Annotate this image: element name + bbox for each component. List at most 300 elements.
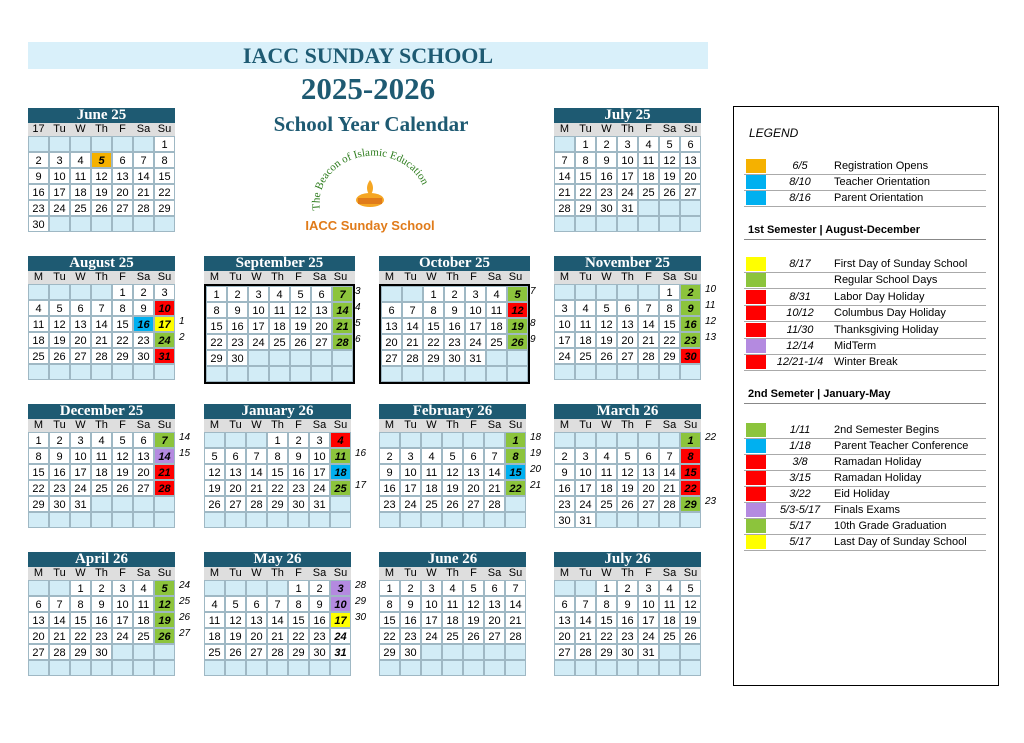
day-cell: 10 xyxy=(309,448,330,464)
weekday-label: W xyxy=(426,271,437,283)
day-cell: 27 xyxy=(112,200,133,216)
weekday-label: Sa xyxy=(662,567,677,579)
legend-event: Columbus Day Holiday xyxy=(834,307,946,320)
day-cell xyxy=(91,512,112,528)
day-cell: 15 xyxy=(267,464,288,480)
day-cell: 8 xyxy=(288,596,309,612)
month-title: September 25 xyxy=(204,256,355,271)
day-cell xyxy=(554,432,575,448)
day-cell xyxy=(596,432,617,448)
day-cell: 25 xyxy=(486,334,507,350)
day-cell: 5 xyxy=(617,448,638,464)
day-cell: 22 xyxy=(575,184,596,200)
weekday-label: F xyxy=(645,567,652,579)
day-cell xyxy=(638,660,659,676)
legend-row xyxy=(744,454,986,471)
weekday-label: Sa xyxy=(487,271,502,283)
day-cell: 20 xyxy=(484,612,505,628)
month-june-26 xyxy=(379,552,526,676)
day-cell: 21 xyxy=(267,628,288,644)
day-cell xyxy=(505,644,526,660)
month-title: March 26 xyxy=(554,404,701,419)
legend-section-title: 2nd Semeter | January-May xyxy=(748,388,891,400)
day-cell: 14 xyxy=(154,448,175,464)
weekday-label: Tu xyxy=(404,271,417,283)
day-cell: 12 xyxy=(112,448,133,464)
weekday-label: Tu xyxy=(229,271,242,283)
day-cell: 6 xyxy=(28,596,49,612)
legend-swatch xyxy=(746,471,766,485)
day-cell xyxy=(311,366,332,382)
day-cell xyxy=(28,364,49,380)
day-cell xyxy=(680,200,701,216)
day-cell: 18 xyxy=(638,168,659,184)
day-cell xyxy=(154,644,175,660)
day-cell: 23 xyxy=(227,334,248,350)
day-cell xyxy=(91,216,112,232)
day-cell xyxy=(28,580,49,596)
day-cell: 12 xyxy=(225,612,246,628)
day-cell: 4 xyxy=(269,286,290,302)
day-cell: 8 xyxy=(680,448,701,464)
day-cell xyxy=(484,644,505,660)
day-cell xyxy=(133,496,154,512)
day-cell: 30 xyxy=(49,496,70,512)
week-number: 2 xyxy=(179,332,185,343)
legend-swatch xyxy=(746,257,766,271)
day-cell: 28 xyxy=(484,496,505,512)
day-cell: 2 xyxy=(49,432,70,448)
week-number: 7 xyxy=(530,286,536,297)
day-cell xyxy=(638,364,659,380)
legend-date: 8/10 xyxy=(789,176,811,188)
day-cell: 20 xyxy=(70,332,91,348)
weekday-label: M xyxy=(559,123,570,135)
legend-row xyxy=(744,190,986,207)
day-cell: 14 xyxy=(505,596,526,612)
legend-date: 5/17 xyxy=(789,536,811,548)
day-cell xyxy=(206,366,227,382)
day-cell: 3 xyxy=(70,432,91,448)
school-logo xyxy=(290,148,450,238)
day-cell xyxy=(332,366,353,382)
day-cell: 14 xyxy=(133,168,154,184)
day-cell: 3 xyxy=(465,286,486,302)
day-cell: 24 xyxy=(575,496,596,512)
day-cell xyxy=(49,136,70,152)
day-cell: 6 xyxy=(70,300,91,316)
day-cell: 22 xyxy=(505,480,526,496)
day-cell: 13 xyxy=(381,318,402,334)
day-cell: 4 xyxy=(442,580,463,596)
day-cell: 19 xyxy=(617,480,638,496)
day-cell xyxy=(554,660,575,676)
day-cell: 3 xyxy=(112,580,133,596)
day-cell: 13 xyxy=(680,152,701,168)
day-cell: 3 xyxy=(309,432,330,448)
day-cell: 14 xyxy=(554,168,575,184)
day-cell xyxy=(290,366,311,382)
day-cell xyxy=(575,432,596,448)
day-cell: 20 xyxy=(554,628,575,644)
week-number: 15 xyxy=(179,448,191,459)
day-cell: 7 xyxy=(133,152,154,168)
day-cell: 27 xyxy=(311,334,332,350)
day-cell: 1 xyxy=(112,284,133,300)
day-cell: 19 xyxy=(290,318,311,334)
day-cell: 20 xyxy=(381,334,402,350)
day-cell xyxy=(463,660,484,676)
day-cell: 2 xyxy=(596,136,617,152)
day-cell xyxy=(423,366,444,382)
day-cell: 25 xyxy=(133,628,154,644)
legend-section-title: 1st Semester | August-December xyxy=(748,224,921,236)
weekday-header xyxy=(204,419,351,432)
day-cell: 15 xyxy=(28,464,49,480)
month-title: April 26 xyxy=(28,552,175,567)
month-title: July 25 xyxy=(554,108,701,123)
month-title: May 26 xyxy=(204,552,351,567)
day-cell: 10 xyxy=(465,302,486,318)
day-cell: 11 xyxy=(596,464,617,480)
weekday-label: M xyxy=(33,567,44,579)
day-cell xyxy=(154,216,175,232)
month-september-25 xyxy=(204,256,355,384)
day-cell: 20 xyxy=(28,628,49,644)
weekday-label: M xyxy=(559,271,570,283)
day-cell: 24 xyxy=(154,332,175,348)
day-cell: 3 xyxy=(49,152,70,168)
day-cell: 13 xyxy=(554,612,575,628)
day-cell xyxy=(659,200,680,216)
day-cell: 16 xyxy=(91,612,112,628)
day-cell: 11 xyxy=(442,596,463,612)
day-cell: 24 xyxy=(112,628,133,644)
org-title: IACC SUNDAY SCHOOL xyxy=(242,43,494,68)
legend-event: Ramadan Holiday xyxy=(834,472,922,484)
day-cell: 1 xyxy=(288,580,309,596)
day-cell: 23 xyxy=(680,332,701,348)
day-cell xyxy=(505,660,526,676)
day-cell: 30 xyxy=(91,644,112,660)
day-cell: 13 xyxy=(225,464,246,480)
day-cell: 23 xyxy=(49,480,70,496)
weekday-label: W xyxy=(251,419,262,431)
day-cell: 27 xyxy=(246,644,267,660)
legend-event: Eid Holiday xyxy=(834,488,890,500)
day-cell: 11 xyxy=(486,302,507,318)
day-cell: 11 xyxy=(659,596,680,612)
day-cell: 3 xyxy=(400,448,421,464)
day-cell: 12 xyxy=(507,302,528,318)
day-cell: 21 xyxy=(554,184,575,200)
day-cell: 30 xyxy=(554,512,575,528)
day-cell xyxy=(154,496,175,512)
weekday-label: Su xyxy=(508,271,523,283)
weekday-label: W xyxy=(601,567,612,579)
weekday-header xyxy=(379,567,526,580)
month-may-26 xyxy=(204,552,351,676)
day-cell: 10 xyxy=(421,596,442,612)
day-cell: 21 xyxy=(49,628,70,644)
day-cell: 9 xyxy=(227,302,248,318)
day-cell xyxy=(442,660,463,676)
weekday-label: W xyxy=(251,271,262,283)
day-cell xyxy=(505,496,526,512)
day-cell: 15 xyxy=(659,316,680,332)
day-cell xyxy=(91,660,112,676)
day-cell xyxy=(49,512,70,528)
weekday-label: Su xyxy=(683,271,698,283)
day-cell: 5 xyxy=(680,580,701,596)
day-cell: 1 xyxy=(596,580,617,596)
day-cell xyxy=(575,580,596,596)
day-cell: 2 xyxy=(28,152,49,168)
day-cell xyxy=(154,512,175,528)
day-cell: 30 xyxy=(680,348,701,364)
day-cell: 22 xyxy=(206,334,227,350)
day-cell: 5 xyxy=(596,300,617,316)
legend-swatch xyxy=(746,535,766,549)
legend-swatch xyxy=(746,273,766,287)
day-cell: 5 xyxy=(154,580,175,596)
day-cell xyxy=(575,284,596,300)
day-cell: 26 xyxy=(442,496,463,512)
day-cell: 21 xyxy=(154,464,175,480)
day-cell: 23 xyxy=(554,496,575,512)
day-cell: 24 xyxy=(330,628,351,644)
day-cell: 8 xyxy=(112,300,133,316)
day-cell: 29 xyxy=(28,496,49,512)
day-cell: 15 xyxy=(154,168,175,184)
day-cell: 20 xyxy=(311,318,332,334)
day-cell: 17 xyxy=(421,612,442,628)
weekday-label: Th xyxy=(621,123,634,135)
weekday-label: W xyxy=(426,567,437,579)
weekday-label: W xyxy=(601,419,612,431)
day-cell: 1 xyxy=(70,580,91,596)
day-cell: 12 xyxy=(290,302,311,318)
day-cell: 31 xyxy=(575,512,596,528)
day-cell: 24 xyxy=(248,334,269,350)
week-number: 24 xyxy=(179,580,191,591)
day-cell xyxy=(49,284,70,300)
day-cell: 6 xyxy=(463,448,484,464)
weekday-header xyxy=(28,419,175,432)
day-cell: 26 xyxy=(463,628,484,644)
weekday-label: Th xyxy=(95,567,108,579)
legend-title: LEGEND xyxy=(749,126,799,140)
legend-date: 5/3-5/17 xyxy=(779,504,821,516)
day-cell xyxy=(311,350,332,366)
day-cell: 3 xyxy=(421,580,442,596)
day-cell xyxy=(49,660,70,676)
day-cell: 9 xyxy=(309,596,330,612)
weekday-label: F xyxy=(645,419,652,431)
day-cell: 12 xyxy=(680,596,701,612)
day-cell xyxy=(402,286,423,302)
day-cell xyxy=(133,216,154,232)
day-cell: 6 xyxy=(484,580,505,596)
day-cell: 6 xyxy=(554,596,575,612)
weekday-header xyxy=(379,419,526,432)
day-cell: 7 xyxy=(554,152,575,168)
day-cell: 3 xyxy=(575,448,596,464)
day-cell: 29 xyxy=(575,200,596,216)
day-cell: 2 xyxy=(444,286,465,302)
legend-event: Registration Opens xyxy=(834,160,929,172)
day-cell: 22 xyxy=(70,628,91,644)
weekday-label: Tu xyxy=(579,419,592,431)
weekday-label: Sa xyxy=(487,419,502,431)
weekday-label: F xyxy=(119,567,126,579)
day-cell xyxy=(204,432,225,448)
day-cell xyxy=(227,366,248,382)
day-cell: 5 xyxy=(112,432,133,448)
day-cell: 24 xyxy=(554,348,575,364)
month-title: November 25 xyxy=(554,256,701,271)
month-title: October 25 xyxy=(379,256,530,271)
day-cell: 1 xyxy=(267,432,288,448)
weekday-label: Su xyxy=(333,271,348,283)
day-cell: 1 xyxy=(575,136,596,152)
day-cell: 27 xyxy=(680,184,701,200)
legend-row xyxy=(744,338,986,355)
weekday-label: M xyxy=(384,567,395,579)
day-cell: 26 xyxy=(617,496,638,512)
day-cell xyxy=(204,580,225,596)
day-cell: 27 xyxy=(463,496,484,512)
day-cell xyxy=(49,580,70,596)
day-cell: 14 xyxy=(484,464,505,480)
logo-name: IACC Sunday School xyxy=(305,218,435,233)
day-cell: 29 xyxy=(596,644,617,660)
legend-date: 5/17 xyxy=(789,520,811,532)
day-cell: 16 xyxy=(227,318,248,334)
day-cell: 10 xyxy=(638,596,659,612)
day-cell: 30 xyxy=(596,200,617,216)
day-cell: 13 xyxy=(484,596,505,612)
legend-swatch xyxy=(746,290,766,304)
day-cell: 30 xyxy=(288,496,309,512)
legend-swatch xyxy=(746,503,766,517)
day-cell: 10 xyxy=(400,464,421,480)
day-cell: 14 xyxy=(575,612,596,628)
day-cell: 4 xyxy=(486,286,507,302)
day-cell xyxy=(554,284,575,300)
day-cell xyxy=(330,512,351,528)
day-cell xyxy=(154,660,175,676)
day-cell: 27 xyxy=(554,644,575,660)
day-cell: 19 xyxy=(507,318,528,334)
day-cell: 2 xyxy=(227,286,248,302)
day-cell xyxy=(246,512,267,528)
day-cell xyxy=(444,366,465,382)
legend-date: 11/30 xyxy=(786,323,814,336)
week-number: 10 xyxy=(705,284,717,295)
day-cell: 25 xyxy=(330,480,351,496)
day-cell xyxy=(288,660,309,676)
weekday-label: F xyxy=(645,271,652,283)
weekday-label: Su xyxy=(157,419,172,431)
weekday-label: W xyxy=(251,567,262,579)
legend-date: 10/12 xyxy=(786,307,814,320)
day-cell xyxy=(400,512,421,528)
day-cell: 9 xyxy=(444,302,465,318)
day-cell xyxy=(421,644,442,660)
day-cell xyxy=(659,364,680,380)
day-cell xyxy=(112,644,133,660)
day-cell: 16 xyxy=(133,316,154,332)
legend-row xyxy=(744,272,986,289)
legend-date: 3/8 xyxy=(792,456,808,468)
weekday-header xyxy=(554,419,701,432)
day-cell: 12 xyxy=(204,464,225,480)
day-cell: 14 xyxy=(402,318,423,334)
day-cell: 25 xyxy=(421,496,442,512)
day-cell: 16 xyxy=(49,464,70,480)
day-cell: 26 xyxy=(204,496,225,512)
day-cell: 30 xyxy=(133,348,154,364)
day-cell: 19 xyxy=(204,480,225,496)
day-cell: 8 xyxy=(206,302,227,318)
day-cell: 18 xyxy=(575,332,596,348)
weekday-label: F xyxy=(470,567,477,579)
day-cell: 23 xyxy=(400,628,421,644)
legend-date: 8/16 xyxy=(789,192,811,204)
day-cell: 11 xyxy=(70,168,91,184)
day-cell: 25 xyxy=(28,348,49,364)
day-cell: 17 xyxy=(465,318,486,334)
day-cell: 4 xyxy=(133,580,154,596)
day-cell: 10 xyxy=(49,168,70,184)
weekday-label: W xyxy=(75,419,86,431)
weekday-label: Sa xyxy=(136,123,151,135)
day-cell: 12 xyxy=(442,464,463,480)
day-cell: 23 xyxy=(133,332,154,348)
day-cell: 4 xyxy=(575,300,596,316)
day-cell: 29 xyxy=(379,644,400,660)
day-cell xyxy=(133,660,154,676)
day-cell xyxy=(290,350,311,366)
legend-swatch xyxy=(746,191,766,205)
day-cell: 28 xyxy=(575,644,596,660)
day-cell: 2 xyxy=(288,432,309,448)
day-cell: 1 xyxy=(659,284,680,300)
day-cell: 15 xyxy=(423,318,444,334)
weekday-label: Tu xyxy=(579,271,592,283)
day-cell: 27 xyxy=(28,644,49,660)
day-cell xyxy=(381,286,402,302)
day-cell xyxy=(91,136,112,152)
day-cell: 22 xyxy=(680,480,701,496)
day-cell: 2 xyxy=(680,284,701,300)
day-cell: 18 xyxy=(659,612,680,628)
day-cell xyxy=(463,644,484,660)
legend-row xyxy=(744,422,986,439)
day-cell xyxy=(70,660,91,676)
legend-swatch xyxy=(746,519,766,533)
day-cell: 17 xyxy=(638,612,659,628)
day-cell xyxy=(659,216,680,232)
day-cell: 11 xyxy=(204,612,225,628)
week-number: 20 xyxy=(530,464,542,475)
weekday-label: M xyxy=(559,419,570,431)
week-number: 18 xyxy=(530,432,542,443)
legend-date: 3/15 xyxy=(789,472,811,484)
day-cell: 19 xyxy=(49,332,70,348)
day-cell: 25 xyxy=(575,348,596,364)
